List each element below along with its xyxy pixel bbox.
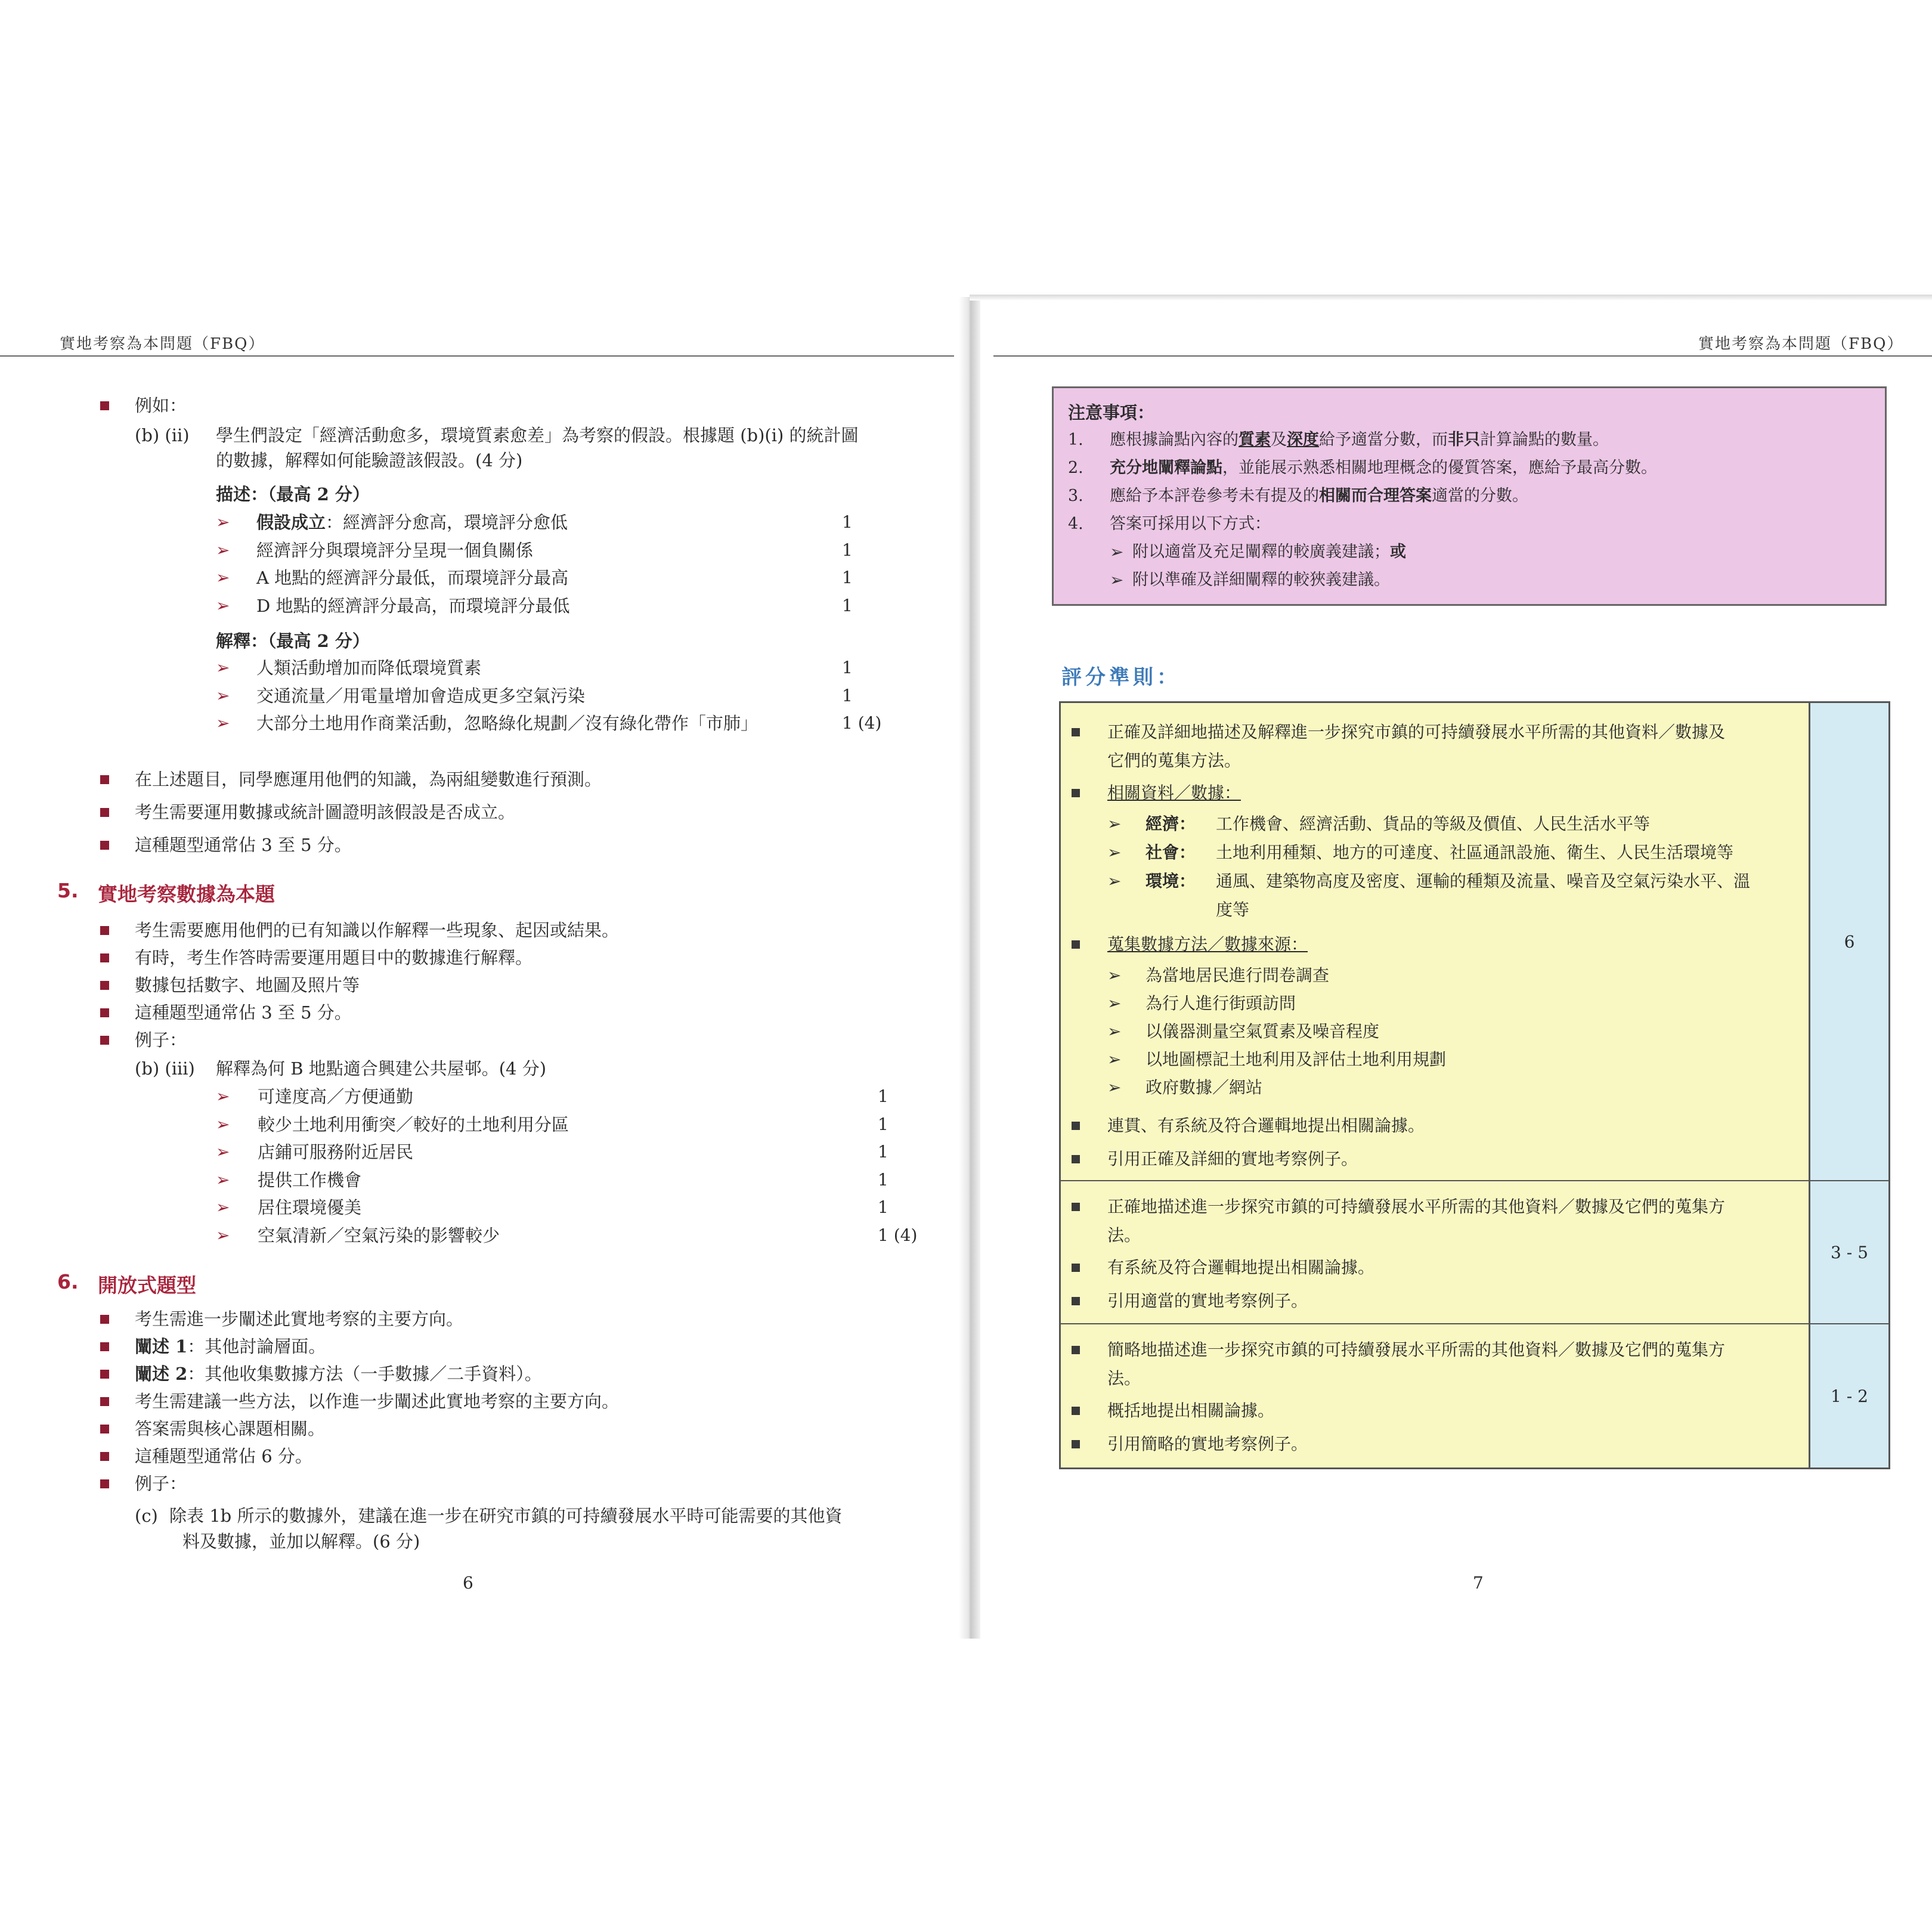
bullet bbox=[100, 775, 109, 784]
question-c-label: (c) bbox=[135, 1506, 158, 1526]
arrow-bullet-icon: ➢ bbox=[1107, 1078, 1122, 1097]
data-category-value: 社會： bbox=[1145, 843, 1196, 862]
method-item bbox=[1145, 992, 1296, 1015]
notice-text-part: 充分地闡釋論點 bbox=[1110, 459, 1222, 477]
notice-subitem-text bbox=[1132, 541, 1406, 564]
answer-text bbox=[256, 712, 758, 735]
answer-text-value: 交通流量／用電量增加會造成更多空氣污染 bbox=[256, 685, 586, 706]
bullet bbox=[1072, 1122, 1080, 1130]
right-header-rule bbox=[993, 355, 1932, 357]
mark-value: 1 bbox=[878, 1142, 888, 1162]
bullet bbox=[100, 953, 109, 962]
notice-text bbox=[1110, 429, 1609, 451]
notice-text bbox=[1110, 485, 1528, 507]
answer-text-value: 較少土地利用衝突／較好的土地利用分區 bbox=[258, 1114, 569, 1135]
bullet bbox=[1072, 1407, 1080, 1415]
answer-text bbox=[258, 1113, 569, 1136]
notice-text-part: 及 bbox=[1271, 431, 1287, 449]
example-label: 例如： bbox=[135, 395, 187, 416]
data-category bbox=[1145, 870, 1196, 893]
list-text bbox=[135, 1390, 619, 1413]
criteria-line bbox=[1107, 1196, 1725, 1218]
bullet bbox=[1072, 1297, 1080, 1305]
list-bold-text: 闡述 2 bbox=[135, 1364, 188, 1384]
notice-text-part: 相關而合理答案 bbox=[1319, 487, 1432, 505]
describe-heading bbox=[216, 483, 370, 506]
list-text-value: 考生需要運用數據或統計圖證明該假設是否成立。 bbox=[135, 802, 516, 822]
answer-text bbox=[258, 1141, 413, 1163]
arrow-bullet-icon: ➢ bbox=[1110, 570, 1124, 590]
data-category-value: 經濟： bbox=[1145, 814, 1196, 834]
method-item-value: 政府數據／網站 bbox=[1145, 1078, 1263, 1097]
criteria-line-value: 引用正確及詳細的實地考察例子。 bbox=[1107, 1149, 1358, 1169]
bullet bbox=[100, 1036, 109, 1045]
arrow-bullet-icon: ➢ bbox=[216, 1169, 230, 1190]
notice-text-part: 計算論點的數量。 bbox=[1480, 431, 1609, 449]
method-item-value: 以儀器測量空氣質素及噪音程度 bbox=[1145, 1021, 1380, 1041]
rubric-row-bottom bbox=[1061, 1324, 1809, 1467]
list-text-value: 這種題型通常佔 3 至 5 分。 bbox=[135, 1002, 352, 1023]
question-bii-line2: 的數據，解釋如何能驗證該假設。(4 分) bbox=[216, 450, 523, 470]
mark-value: 1 bbox=[842, 540, 853, 560]
list-text bbox=[135, 801, 515, 823]
list-text-value: 答案需與核心課題相關。 bbox=[135, 1419, 326, 1439]
bullet bbox=[100, 1479, 109, 1488]
mark-value: 1 (4) bbox=[842, 713, 882, 733]
bullet bbox=[100, 1425, 109, 1433]
arrow-bullet-icon: ➢ bbox=[1107, 814, 1122, 834]
criteria-line-value: 簡略地描述進一步探究市鎮的可持續發展水平所需的其他資料／數據及它們的蒐集方 bbox=[1107, 1340, 1726, 1360]
arrow-bullet-icon: ➢ bbox=[216, 1086, 230, 1106]
bullet bbox=[100, 1452, 109, 1461]
rubric-table bbox=[1059, 701, 1890, 1469]
rubric-score-middle: 3 - 5 bbox=[1809, 1181, 1888, 1324]
arrow-bullet-icon: ➢ bbox=[216, 595, 230, 615]
criteria-line bbox=[1107, 1114, 1425, 1137]
answer-text-value: 提供工作機會 bbox=[258, 1169, 362, 1190]
answer-text bbox=[256, 511, 568, 534]
criteria-line-value: 它們的蒐集方法。 bbox=[1107, 751, 1241, 770]
notice-text-part: 答案可採用以下方式： bbox=[1110, 515, 1271, 533]
related-heading bbox=[1107, 782, 1241, 804]
answer-text bbox=[256, 657, 481, 679]
bullet bbox=[100, 841, 109, 850]
section5-number: 5. bbox=[57, 879, 79, 902]
list-text bbox=[135, 1472, 187, 1495]
notice-text-part: ，並能展示熟悉相關地理概念的優質答案，應給予最高分數。 bbox=[1222, 459, 1657, 477]
bullet bbox=[100, 808, 109, 817]
question-c-line2: 料及數據，並加以解釋。(6 分) bbox=[182, 1531, 420, 1552]
method-item bbox=[1145, 1020, 1379, 1043]
notice-number: 2. bbox=[1068, 459, 1083, 477]
left-header: 實地考察為本問題（FBQ） bbox=[60, 335, 265, 353]
section5-title: 實地考察數據為本題 bbox=[98, 883, 275, 906]
notice-box bbox=[1052, 386, 1887, 606]
question-bii-line1: 學生們設定「經濟活動愈多，環境質素愈差」為考察的假設。根據題 (b)(i) 的統計圖 bbox=[216, 425, 859, 445]
criteria-line-value: 正確地描述進一步探究市鎮的可持續發展水平所需的其他資料／數據及它們的蒐集方 bbox=[1107, 1197, 1726, 1216]
bullet bbox=[1072, 940, 1080, 949]
rubric-row-middle bbox=[1061, 1181, 1809, 1324]
criteria-line bbox=[1107, 1224, 1141, 1247]
section6-title: 開放式題型 bbox=[98, 1274, 196, 1297]
criteria-line-value: 引用簡略的實地考察例子。 bbox=[1107, 1434, 1308, 1454]
mark-value: 1 bbox=[842, 595, 853, 615]
answer-text bbox=[256, 685, 585, 707]
criteria-line-value: 正確及詳細地描述及解釋進一步探究市鎮的可持續發展水平所需的其他資料／數據及 bbox=[1107, 722, 1726, 742]
mark-value: 1 (4) bbox=[878, 1225, 918, 1245]
bullet bbox=[100, 1008, 109, 1017]
list-text-value: ：其他收集數據方法（一手數據／二手資料）。 bbox=[187, 1364, 542, 1384]
data-examples bbox=[1216, 870, 1750, 893]
bullet bbox=[1072, 1264, 1080, 1272]
notice-subitem-text bbox=[1132, 569, 1390, 592]
mark-value: 1 bbox=[878, 1086, 888, 1106]
method-item bbox=[1145, 1048, 1446, 1071]
notice-text-part: 應給予本評卷參考未有提及的 bbox=[1110, 487, 1319, 505]
answer-text-value: 經濟評分與環境評分呈現一個負關係 bbox=[256, 540, 534, 561]
arrow-bullet-icon: ➢ bbox=[1107, 843, 1122, 862]
notice-text bbox=[1110, 457, 1657, 479]
answer-text bbox=[256, 595, 569, 617]
data-examples-value: 度等 bbox=[1216, 900, 1250, 919]
list-bold-text: 闡述 1 bbox=[135, 1336, 188, 1357]
list-text bbox=[135, 834, 352, 856]
rubric-row-top bbox=[1061, 703, 1809, 1181]
list-text bbox=[135, 974, 360, 996]
data-examples-value: 土地利用種類、地方的可達度、社區通訊設施、衛生、人民生活環境等 bbox=[1216, 843, 1734, 862]
list-text-value: 有時，考生作答時需要運用題目中的數據進行解釋。 bbox=[135, 948, 533, 968]
arrow-bullet-icon: ➢ bbox=[1107, 993, 1122, 1013]
arrow-bullet-icon: ➢ bbox=[216, 1114, 230, 1134]
notice-text-part: 給予適當分數，而 bbox=[1319, 431, 1448, 449]
question-bii-label: (b) (ii) bbox=[135, 425, 190, 445]
list-text bbox=[135, 1335, 326, 1358]
method-item bbox=[1145, 1076, 1262, 1099]
arrow-bullet-icon: ➢ bbox=[216, 713, 230, 733]
answer-text bbox=[258, 1196, 361, 1219]
notice-text bbox=[1110, 513, 1271, 535]
criteria-line bbox=[1107, 721, 1725, 744]
mark-value: 1 bbox=[878, 1197, 888, 1217]
criteria-line bbox=[1107, 1400, 1274, 1422]
list-text-value: 考生需要應用他們的已有知識以作解釋一些現象、起因或結果。 bbox=[135, 920, 620, 940]
data-examples bbox=[1216, 899, 1249, 921]
data-examples-value: 通風、建築物高度及密度、運輸的種類及流量、噪音及空氣污染水平、溫 bbox=[1216, 871, 1751, 891]
bullet bbox=[1072, 1346, 1080, 1354]
arrow-bullet-icon: ➢ bbox=[216, 512, 230, 532]
bullet bbox=[100, 926, 109, 935]
section6-number: 6. bbox=[57, 1270, 79, 1293]
answer-text bbox=[256, 539, 533, 562]
criteria-line-value: 引用適當的實地考察例子。 bbox=[1107, 1291, 1308, 1311]
list-text bbox=[135, 1417, 325, 1440]
answer-text bbox=[256, 566, 568, 589]
criteria-line-value: 連貫、有系統及符合邏輯地提出相關論據。 bbox=[1107, 1116, 1425, 1135]
criteria-line bbox=[1107, 750, 1241, 772]
methods-heading-value: 蒐集數據方法／數據來源： bbox=[1107, 934, 1308, 954]
bullet bbox=[1072, 1203, 1080, 1211]
answer-text-value: 人類活動增加而降低環境質素 bbox=[256, 658, 482, 678]
arrow-bullet-icon: ➢ bbox=[1110, 542, 1124, 562]
arrow-bullet-icon: ➢ bbox=[1107, 1049, 1122, 1069]
arrow-bullet-icon: ➢ bbox=[216, 658, 230, 677]
criteria-line bbox=[1107, 1256, 1374, 1279]
answer-text-value: 可達度高／方便通勤 bbox=[258, 1086, 414, 1107]
notice-text-part: 應根據論點內容的 bbox=[1110, 431, 1239, 449]
question-biii-label: (b) (iii) bbox=[135, 1058, 195, 1079]
page-number: 6 bbox=[463, 1573, 473, 1593]
arrow-bullet-icon: ➢ bbox=[216, 1142, 230, 1162]
criteria-line-value: 法。 bbox=[1107, 1368, 1141, 1388]
method-item-value: 為當地居民進行問卷調查 bbox=[1145, 965, 1330, 985]
mark-value: 1 bbox=[842, 512, 853, 532]
bullet bbox=[100, 401, 109, 410]
notice-number: 1. bbox=[1068, 431, 1083, 449]
list-text-value: 例子： bbox=[135, 1473, 187, 1494]
bullet bbox=[100, 981, 109, 990]
data-category bbox=[1145, 841, 1196, 864]
list-text-value: 考生需建議一些方法，以作進一步闡述此實地考察的主要方向。 bbox=[135, 1391, 620, 1411]
methods-heading bbox=[1107, 933, 1308, 956]
right-header: 實地考察為本問題（FBQ） bbox=[1698, 335, 1904, 353]
answer-text-value: 大部分土地用作商業活動，忽略綠化規劃／沒有綠化帶作「市肺」 bbox=[256, 713, 758, 733]
list-text-value: 這種題型通常佔 6 分。 bbox=[135, 1446, 312, 1466]
answer-text-value: 居住環境優美 bbox=[258, 1197, 362, 1218]
data-category bbox=[1145, 813, 1196, 835]
notice-text-part: 非只 bbox=[1448, 431, 1480, 449]
list-text-value: ：其他討論層面。 bbox=[187, 1336, 326, 1357]
answer-text-value: 空氣清新／空氣污染的影響較少 bbox=[258, 1225, 500, 1246]
data-category-value: 環境： bbox=[1145, 871, 1196, 891]
rubric-score-bottom: 1 - 2 bbox=[1809, 1324, 1888, 1467]
answer-text-value: 店鋪可服務附近居民 bbox=[258, 1142, 414, 1162]
bullet bbox=[100, 1370, 109, 1379]
notice-title bbox=[1068, 401, 1154, 424]
answer-text bbox=[258, 1085, 413, 1108]
bullet bbox=[100, 1342, 109, 1351]
list-text bbox=[135, 919, 619, 942]
question-biii-text: 解釋為何 B 地點適合興建公共屋邨。(4 分) bbox=[216, 1058, 547, 1079]
mark-value: 1 bbox=[842, 658, 853, 677]
mark-value: 1 bbox=[878, 1169, 888, 1190]
criteria-line-value: 有系統及符合邏輯地提出相關論據。 bbox=[1107, 1258, 1375, 1277]
notice-text-part: 或 bbox=[1390, 543, 1406, 561]
list-text-value: 這種題型通常佔 3 至 5 分。 bbox=[135, 835, 352, 855]
answer-text bbox=[258, 1224, 500, 1247]
criteria-line bbox=[1107, 1339, 1725, 1361]
list-text-value: 在上述題目，同學應運用他們的知識，為兩組變數進行預測。 bbox=[135, 769, 602, 789]
question-c-line1: 除表 1b 所示的數據外，建議在進一步在研究市鎮的可持續發展水平時可能需要的其他資 bbox=[169, 1506, 843, 1526]
answer-text bbox=[258, 1169, 361, 1191]
list-text bbox=[135, 1308, 463, 1330]
arrow-bullet-icon: ➢ bbox=[1107, 1021, 1122, 1041]
list-text-value: 例子： bbox=[135, 1030, 187, 1050]
notice-text-part: 深度 bbox=[1287, 431, 1319, 449]
arrow-bullet-icon: ➢ bbox=[216, 1197, 230, 1217]
list-text bbox=[135, 1029, 187, 1051]
answer-text-value: ：經濟評分愈高，環境評分愈低 bbox=[326, 512, 568, 532]
list-text-value: 考生需進一步闡述此實地考察的主要方向。 bbox=[135, 1309, 464, 1329]
mark-value: 1 bbox=[842, 685, 853, 705]
bullet bbox=[100, 1397, 109, 1406]
related-heading-value: 相關資料／數據： bbox=[1107, 783, 1241, 803]
list-text bbox=[135, 1445, 312, 1467]
arrow-bullet-icon: ➢ bbox=[216, 685, 230, 705]
notice-number: 3. bbox=[1068, 487, 1083, 505]
mark-value: 1 bbox=[878, 1114, 888, 1134]
notice-text-part: 附以適當及充足闡釋的較廣義建議； bbox=[1132, 543, 1390, 561]
answer-text-value: A 地點的經濟評分最低，而環境評分最高 bbox=[256, 568, 569, 588]
bullet bbox=[1072, 1155, 1080, 1163]
explain-heading bbox=[216, 630, 370, 652]
list-text-value: 數據包括數字、地圖及照片等 bbox=[135, 975, 360, 995]
arrow-bullet-icon: ➢ bbox=[1107, 871, 1122, 891]
rubric-score-top: 6 bbox=[1809, 703, 1888, 1181]
bullet bbox=[1072, 789, 1080, 797]
notice-text-part: 適當的分數。 bbox=[1432, 487, 1528, 505]
answer-text-value: D 地點的經濟評分最高，而環境評分最低 bbox=[256, 595, 570, 616]
data-examples bbox=[1216, 813, 1650, 835]
list-text bbox=[135, 1001, 352, 1024]
criteria-line bbox=[1107, 1367, 1141, 1390]
list-text bbox=[135, 768, 602, 791]
arrow-bullet-icon: ➢ bbox=[216, 568, 230, 587]
method-item-value: 為行人進行街頭訪問 bbox=[1145, 993, 1296, 1013]
notice-number: 4. bbox=[1068, 515, 1083, 533]
arrow-bullet-icon: ➢ bbox=[1107, 965, 1122, 985]
data-examples-value: 工作機會、經濟活動、貨品的等級及價值、人民生活水平等 bbox=[1216, 814, 1651, 834]
criteria-line bbox=[1107, 1290, 1308, 1312]
bullet bbox=[1072, 728, 1080, 736]
left-header-rule bbox=[0, 355, 954, 357]
page-number: 7 bbox=[1473, 1573, 1484, 1593]
criteria-line bbox=[1107, 1148, 1358, 1171]
arrow-bullet-icon: ➢ bbox=[216, 1225, 230, 1245]
method-item bbox=[1145, 964, 1329, 987]
criteria-line-value: 法。 bbox=[1107, 1225, 1141, 1245]
mark-value: 1 bbox=[842, 568, 853, 587]
list-text bbox=[135, 1363, 542, 1385]
explain-heading-text: 解釋：（最高 2 分） bbox=[216, 631, 370, 651]
criteria-title: 評分準則： bbox=[1061, 665, 1181, 689]
notice-text-part: 附以準確及詳細闡釋的較狹義建議。 bbox=[1132, 571, 1390, 589]
list-text bbox=[135, 946, 532, 969]
notice-text-part: 質素 bbox=[1239, 431, 1271, 449]
bullet bbox=[1072, 1440, 1080, 1448]
answer-bold-text: 假設成立 bbox=[256, 512, 326, 532]
criteria-line-value: 概括地提出相關論據。 bbox=[1107, 1401, 1275, 1420]
arrow-bullet-icon: ➢ bbox=[216, 540, 230, 560]
notice-title-text: 注意事項： bbox=[1068, 402, 1155, 423]
bullet bbox=[100, 1315, 109, 1324]
describe-heading-text: 描述：（最高 2 分） bbox=[216, 484, 370, 504]
criteria-line bbox=[1107, 1433, 1308, 1456]
data-examples bbox=[1216, 841, 1733, 864]
method-item-value: 以地圖標記土地利用及評估土地利用規劃 bbox=[1145, 1049, 1447, 1069]
